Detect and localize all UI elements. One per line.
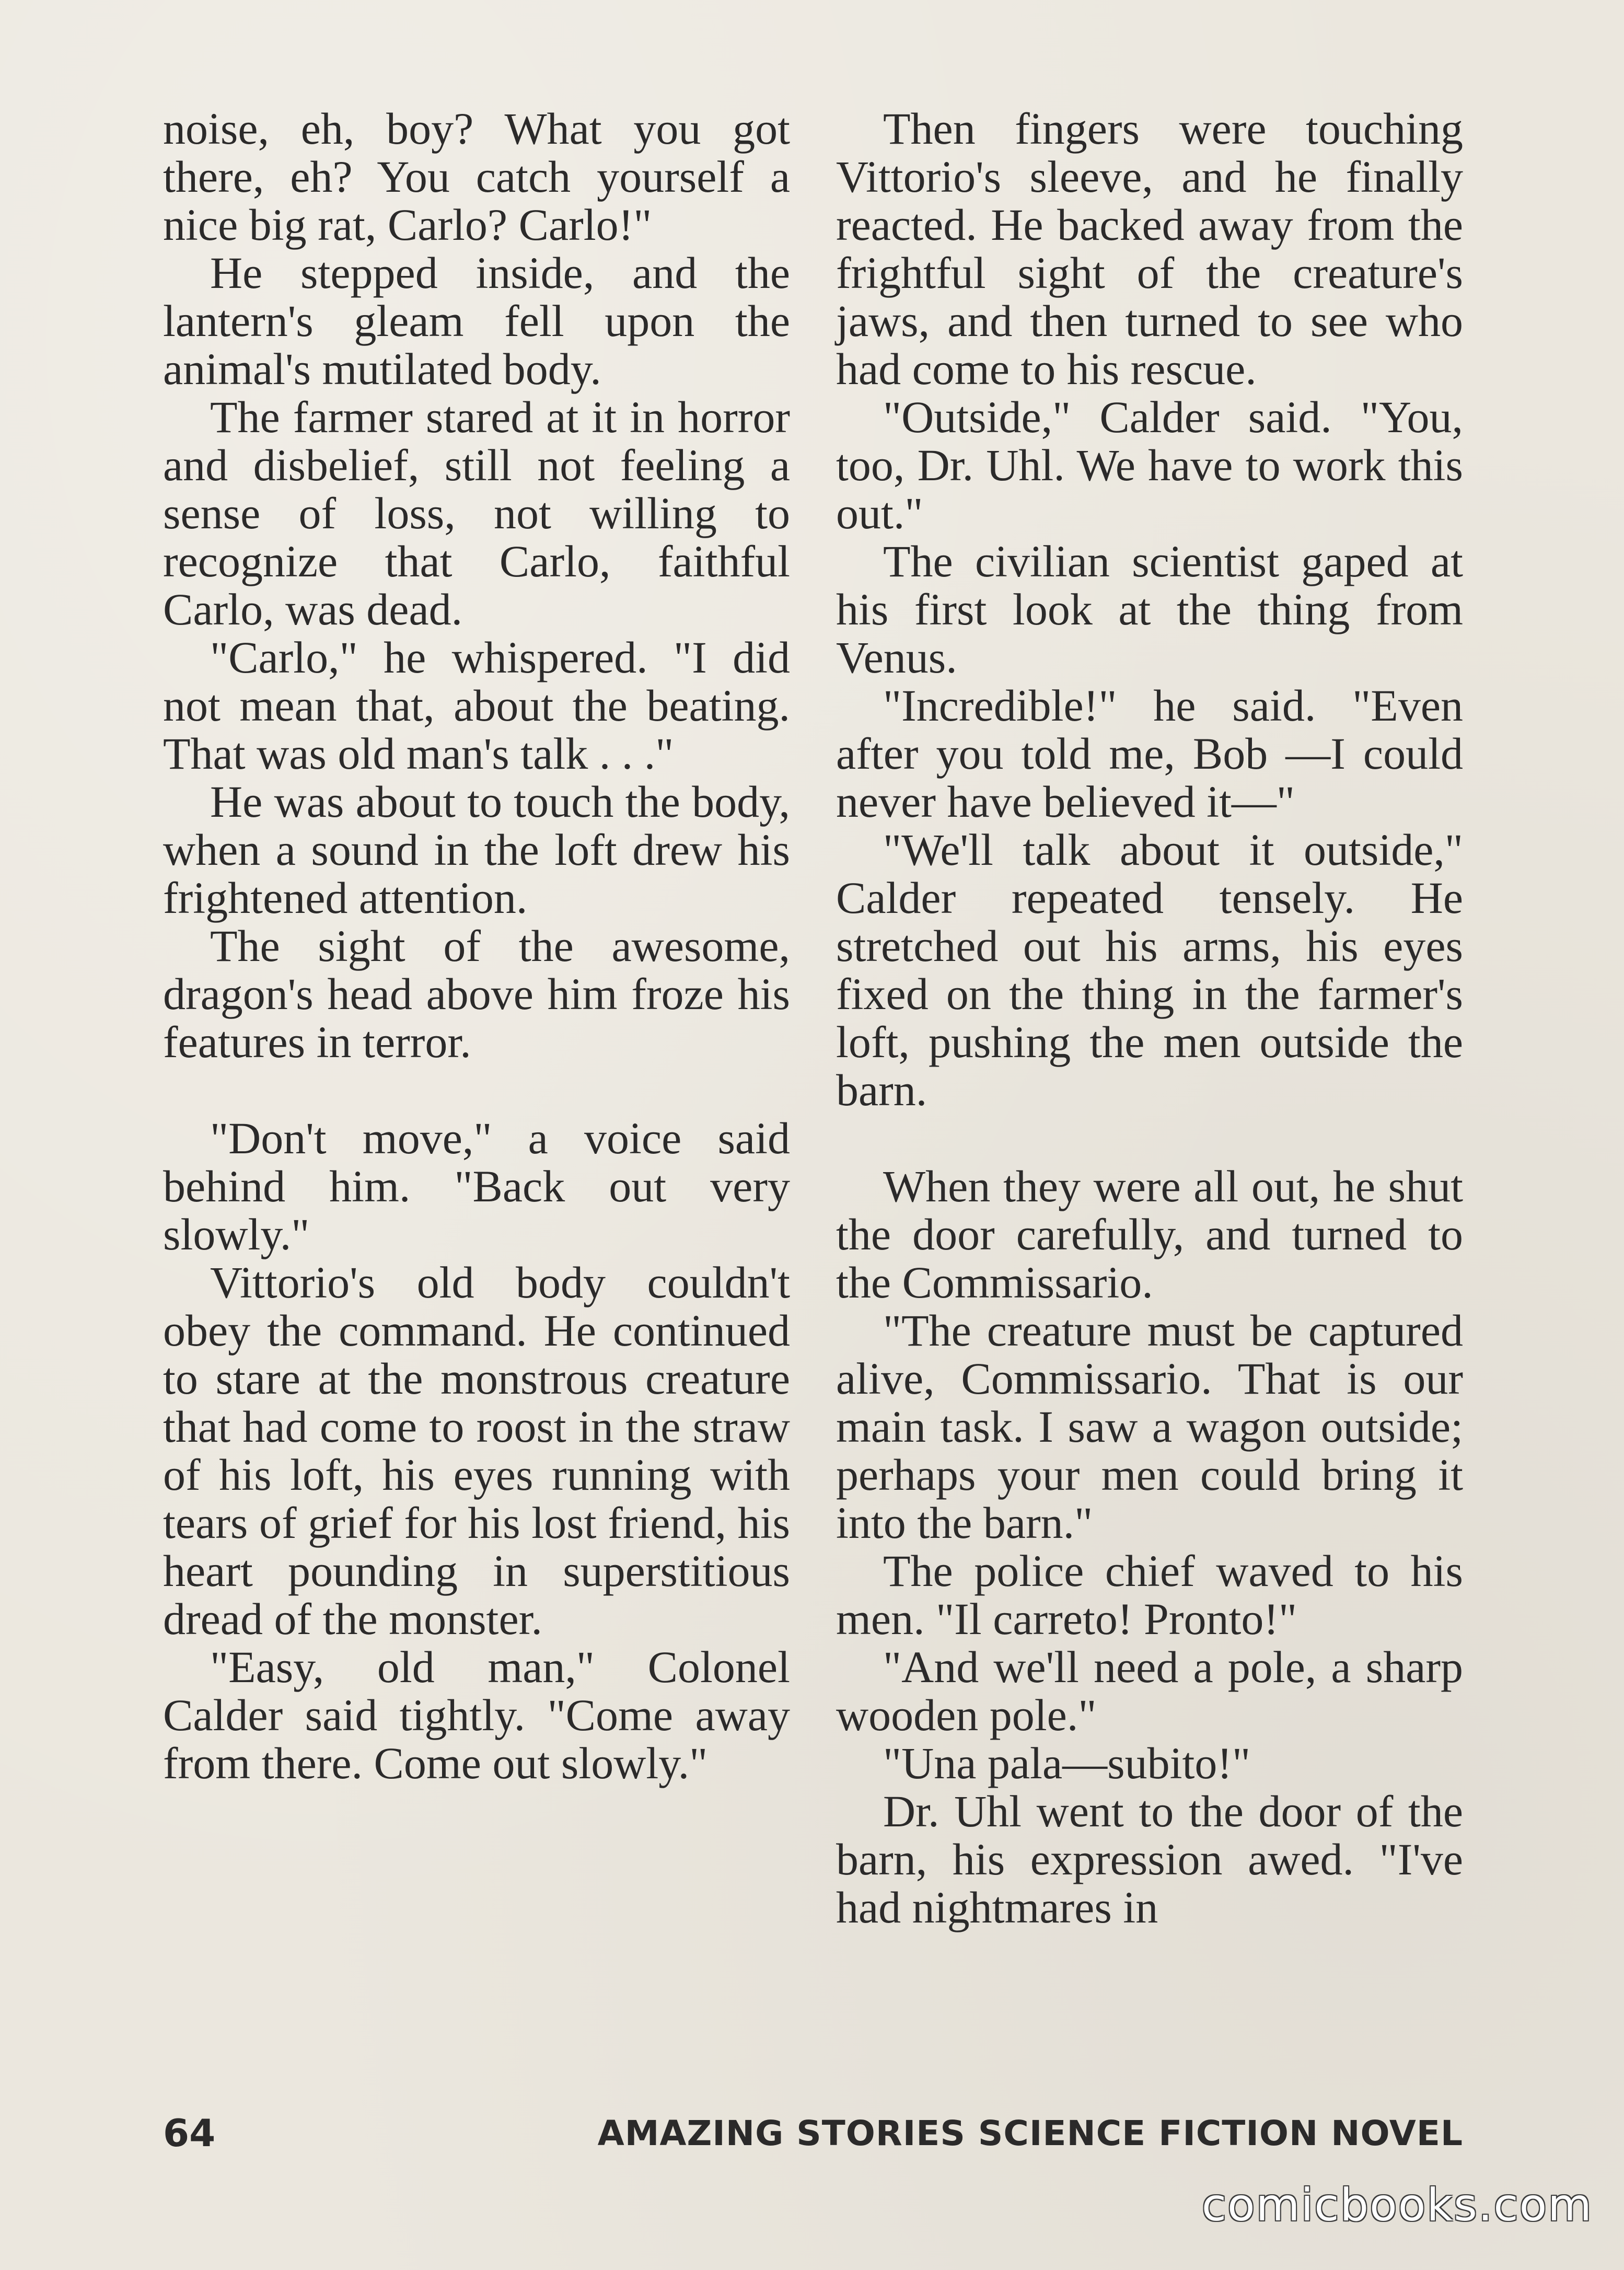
paragraph: "The creature must be captured alive, Commissario. That is our main task. I saw a wagon outside; perhaps your men could bring it into the barn." [836,1305,1463,1548]
paragraph: "Incredible!" he said. "Even after you told me, Bob —I could never have believed it—" [836,680,1463,827]
paragraph: "Easy, old man," Colonel Calder said tightly. "Come away from there. Come out slowly." [163,1642,790,1788]
section-break [836,1114,1463,1162]
watermark: comicbooks.com [1201,2179,1593,2231]
paragraph: "Carlo," he whispered. "I did not mean that, about the beating. That was old man's talk . . ." [163,632,790,779]
paragraph: He stepped inside, and the lantern's gleam fell upon the animal's mutilated body. [163,248,790,394]
paragraph: noise, eh, boy? What you got there, eh? You catch yourself a nice big rat, Carlo? Carlo!" [163,103,790,250]
paragraph: "And we'll need a pole, a sharp wooden pole." [836,1642,1463,1740]
paragraph: Then fingers were touching Vittorio's sleeve, and he finally reacted. He backed away from the frightful sight of the creature's jaws, and then turned to see who had come to his rescue. [836,103,1463,394]
running-title: AMAZING STORIES SCIENCE FICTION NOVEL [597,2113,1463,2153]
paragraph: The civilian scientist gaped at his first look at the thing from Venus. [836,536,1463,682]
paragraph: He was about to touch the body, when a sound in the loft drew his frightened attention. [163,777,790,923]
section-break [163,1066,790,1114]
paragraph: Dr. Uhl went to the door of the barn, his expression awed. "I've had nightmares in [836,1786,1463,1932]
paragraph: "Outside," Calder said. "You, too, Dr. Uhl. We have to work this out." [836,392,1463,538]
paragraph: The police chief waved to his men. "Il carreto! Pronto!" [836,1546,1463,1644]
page-footer [163,2111,1463,2163]
right-column [836,105,1463,1931]
paragraph: "We'll talk about it outside," Calder repeated tensely. He stretched out his arms, his eyes fixed on the thing in the farmer's loft, pushing the men outside the barn. [836,825,1463,1115]
page-number: 64 [163,2111,216,2155]
paragraph: "Don't move," a voice said behind him. "Back out very slowly." [163,1113,790,1259]
paragraph: The sight of the awesome, dragon's head above him froze his features in terror. [163,921,790,1067]
paragraph: The farmer stared at it in horror and disbelief, still not feeling a sense of loss, not willing to recognize that Carlo, faithful Carlo, was dead. [163,392,790,634]
paragraph: Vittorio's old body couldn't obey the command. He continued to stare at the monstrous creature that had come to roost in the straw of his loft, his eyes running with tears of grief for his lost friend, his heart pounding in superstitious dread of the monster. [163,1257,790,1644]
left-column [163,105,790,1787]
paragraph: "Una pala—subito!" [883,1738,1251,1788]
paragraph: When they were all out, he shut the door carefully, and turned to the Commissario. [836,1161,1463,1307]
